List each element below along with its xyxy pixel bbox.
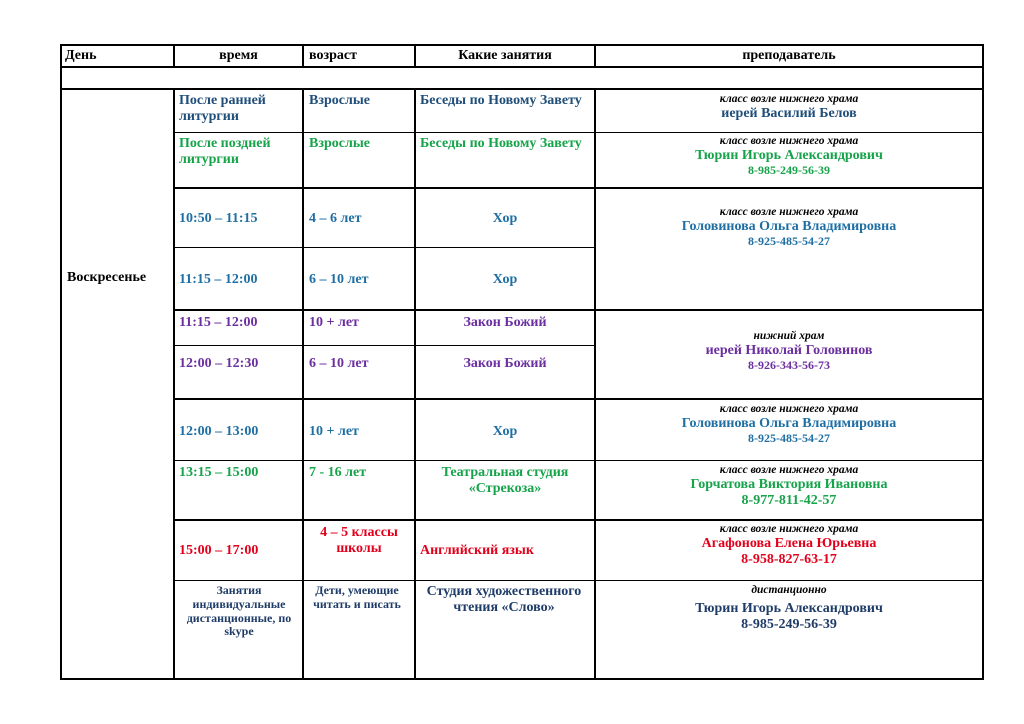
teacher-0 <box>596 93 982 122</box>
teacher-6-name: Агафонова Елена Юрьевна <box>701 536 877 552</box>
teacher-3-phone: 8-926-343-56-73 <box>748 358 830 373</box>
teacher-0-name: иерей Василий Белов <box>721 106 857 122</box>
teacher-2 <box>596 206 982 249</box>
row-line-5 <box>173 345 596 346</box>
teacher-3 <box>596 330 982 373</box>
row-3-lesson: Хор <box>492 272 518 287</box>
row-0-age: Взрослые <box>309 93 370 108</box>
teacher-2-phone: 8-925-485-54-27 <box>748 234 830 249</box>
teacher-5-phone: 8-977-811-42-57 <box>741 493 837 509</box>
teacher-4-name: Головинова Ольга Владимировна <box>681 416 897 432</box>
teacher-1-name: Тюрин Игорь Александрович <box>695 148 883 164</box>
teacher-3-place: нижний храм <box>753 330 825 342</box>
row-0-lesson: Беседы по Новому Завету <box>420 93 582 108</box>
row-4-time: 11:15 – 12:00 <box>179 315 258 330</box>
row-7-lesson: Театральная студия «Стрекоза» <box>441 465 569 497</box>
row-6-lesson: Хор <box>492 424 518 439</box>
day-name: Воскресенье <box>67 270 147 285</box>
row-line-1 <box>173 132 984 133</box>
teacher-1 <box>596 135 982 178</box>
table-border-right <box>982 44 984 680</box>
header-bottom-line <box>60 66 984 68</box>
row-line-6 <box>173 398 984 400</box>
row-9-lesson: Студия художественного чтения «Слово» <box>426 584 582 616</box>
row-1-age: Взрослые <box>309 136 370 151</box>
row-9-time: Занятия индивидуальные дистанционные, по skype <box>186 583 292 639</box>
teacher-7-name: Тюрин Игорь Александрович <box>695 601 883 617</box>
row-4-age: 10 + лет <box>309 315 359 330</box>
header-day: День <box>65 48 97 63</box>
row-2-lesson: Хор <box>492 211 518 226</box>
teacher-2-name: Головинова Ольга Владимировна <box>681 219 897 235</box>
row-line-3 <box>173 247 596 248</box>
row-7-time: 13:15 – 15:00 <box>179 465 259 480</box>
table-border-bottom <box>60 678 984 680</box>
col-line-time-body <box>302 88 304 680</box>
teacher-4-phone: 8-925-485-54-27 <box>748 431 830 446</box>
teacher-1-place: класс возле нижнего храма <box>719 135 859 147</box>
row-6-age: 10 + лет <box>309 424 359 439</box>
teacher-3-name: иерей Николай Головинов <box>705 343 873 359</box>
row-0-time: После ранней литургии <box>179 93 266 125</box>
row-line-4 <box>173 309 984 311</box>
table-border-left <box>60 44 62 680</box>
header-age: возраст <box>309 48 357 63</box>
row-2-age: 4 – 6 лет <box>309 211 362 226</box>
teacher-5 <box>596 464 982 509</box>
row-line-2 <box>173 187 984 189</box>
row-4-lesson: Закон Божий <box>463 315 547 330</box>
row-3-age: 6 – 10 лет <box>309 272 369 287</box>
row-8-lesson: Английский язык <box>420 543 534 558</box>
row-line-9 <box>173 580 984 581</box>
header-time: время <box>219 48 258 63</box>
col-line-time <box>302 44 304 68</box>
teacher-6 <box>596 523 982 568</box>
row-5-age: 6 – 10 лет <box>309 356 369 371</box>
header-teacher: преподаватель <box>742 48 836 63</box>
row-8-age: 4 – 5 классы школы <box>320 525 398 557</box>
teacher-7-place: дистанционно <box>751 584 827 596</box>
row-2-time: 10:50 – 11:15 <box>179 211 258 226</box>
teacher-5-name: Горчатова Виктория Ивановна <box>690 477 888 493</box>
teacher-6-phone: 8-958-827-63-17 <box>741 552 837 568</box>
row-5-lesson: Закон Божий <box>463 356 547 371</box>
row-5-time: 12:00 – 12:30 <box>179 356 259 371</box>
col-line-day-body <box>173 88 175 680</box>
teacher-0-place: класс возле нижнего храма <box>719 93 859 105</box>
teacher-7-phone: 8-985-249-56-39 <box>741 617 837 633</box>
row-6-time: 12:00 – 13:00 <box>179 424 259 439</box>
teacher-5-place: класс возле нижнего храма <box>719 464 859 476</box>
teacher-4-place: класс возле нижнего храма <box>719 403 859 415</box>
teacher-4 <box>596 403 982 446</box>
row-8-time: 15:00 – 17:00 <box>179 543 259 558</box>
row-1-time: После поздней литургии <box>179 136 271 168</box>
teacher-6-place: класс возле нижнего храма <box>719 523 859 535</box>
teacher-1-phone: 8-985-249-56-39 <box>748 163 830 178</box>
header-lessons: Какие занятия <box>458 48 552 63</box>
row-9-age: Дети, умеющие читать и писать <box>313 583 401 611</box>
row-1-lesson: Беседы по Новому Завету <box>420 136 582 151</box>
blank-row-bottom-line <box>60 88 984 90</box>
row-7-age: 7 - 16 лет <box>309 465 367 480</box>
row-line-7 <box>173 460 984 461</box>
row-3-time: 11:15 – 12:00 <box>179 272 258 287</box>
teacher-7 <box>596 584 982 633</box>
row-line-8 <box>173 519 984 521</box>
teacher-2-place: класс возле нижнего храма <box>719 206 859 218</box>
col-line-age-body <box>414 88 416 680</box>
table-border-top <box>60 44 984 46</box>
